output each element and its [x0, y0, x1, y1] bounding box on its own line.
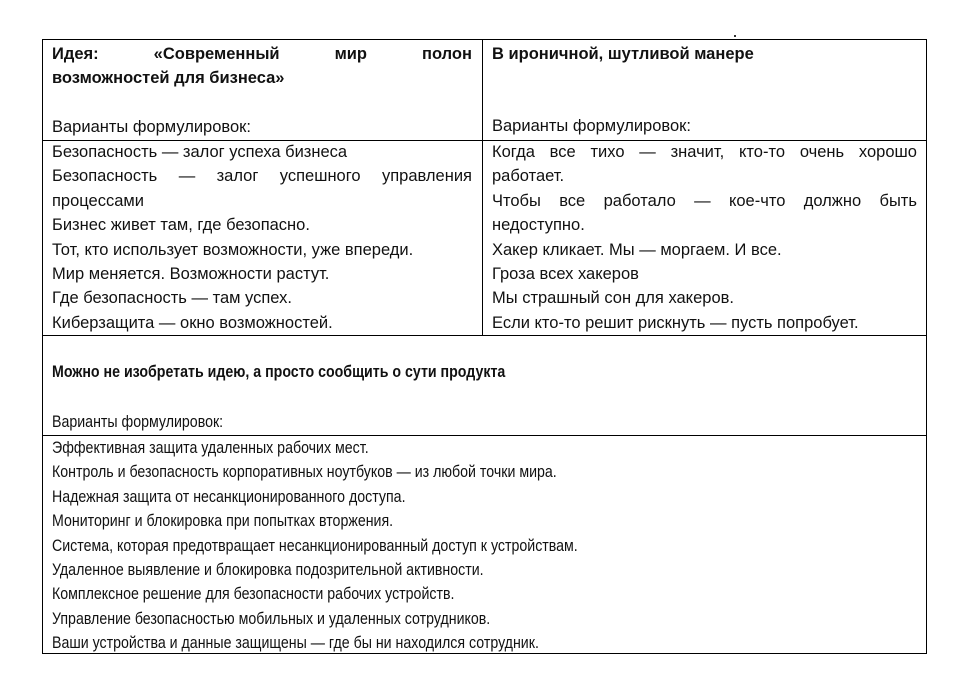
list-item: Где безопасность — там успех. [52, 289, 292, 308]
word: успешного [279, 167, 361, 186]
word: Безопасность [52, 167, 158, 186]
list-item: процессами [52, 191, 144, 210]
word: — [178, 167, 196, 186]
list-item: Ваши устройства и данные защищены — где бы ни находился сотрудник. [52, 634, 539, 653]
title-word: «Современный [153, 45, 280, 63]
word: кое-что [728, 191, 786, 210]
product-items-cell [52, 436, 912, 656]
right-header-title: В ироничной, шутливой манере [492, 45, 754, 63]
word: кто-то [739, 143, 786, 161]
list-item [52, 164, 472, 188]
list-item: Безопасность — залог успеха бизнеса [52, 143, 348, 161]
variants-label: Варианты формулировок: [492, 117, 691, 136]
word: залог [216, 167, 259, 186]
word: работало [603, 191, 676, 210]
list-item: работает. [492, 167, 565, 186]
list-item: Киберзащита — окно возможностей. [52, 313, 333, 332]
list-item: недоступно. [492, 216, 585, 235]
list-item: Мы страшный сон для хакеров. [492, 289, 734, 308]
word: тихо [590, 143, 625, 161]
word: — [694, 191, 711, 210]
word: значит, [670, 143, 725, 161]
list-item: Мониторинг и блокировка при попытках вторжения. [52, 512, 394, 531]
list-item: Надежная защита от несанкционированного доступа. [52, 487, 406, 506]
list-item [492, 140, 917, 164]
title-word: мир [334, 45, 368, 63]
list-item: Хакер кликает. Мы — моргаем. И все. [492, 240, 782, 259]
left-header-title-line1 [52, 42, 472, 66]
variants-label: Варианты формулировок: [52, 413, 224, 432]
column-divider [482, 40, 483, 335]
product-header-cell [52, 360, 912, 435]
stray-dot [734, 35, 736, 37]
right-header-cell [492, 42, 917, 139]
list-item: Гроза всех хакеров [492, 265, 639, 284]
left-header-cell [52, 42, 472, 139]
list-item: Эффективная защита удаленных рабочих мест. [52, 439, 369, 457]
left-header-title-line2: возможностей для бизнеса» [52, 69, 285, 88]
word: — [639, 143, 656, 161]
list-item: Если кто-то решит рискнуть — пусть попробует. [492, 313, 859, 332]
word: все [549, 143, 576, 161]
word: управления [382, 167, 472, 186]
word: очень [799, 143, 845, 161]
list-item: Тот, кто использует возможности, уже впереди. [52, 240, 414, 259]
word: быть [879, 191, 917, 210]
list-item: Система, которая предотвращает несанкционированный доступ к устройствам. [52, 536, 578, 555]
left-items-cell [52, 140, 472, 335]
word: Чтобы [492, 191, 541, 210]
list-item [492, 189, 917, 213]
word: должно [803, 191, 862, 210]
title-word: Идея: [52, 45, 99, 63]
word: Когда [492, 143, 535, 161]
product-header-title: Можно не изобретать идею, а просто сообщить о сути продукта [52, 363, 506, 381]
list-item: Мир меняется. Возможности растут. [52, 265, 330, 284]
list-item: Комплексное решение для безопасности рабочих устройств. [52, 585, 455, 604]
list-item: Бизнес живет там, где безопасно. [52, 216, 310, 235]
ideas-table [42, 39, 927, 654]
list-item: Управление безопасностью мобильных и удаленных сотрудников. [52, 609, 491, 628]
list-item: Удаленное выявление и блокировка подозрительной активности. [52, 561, 484, 580]
title-word: полон [422, 45, 472, 63]
word: хорошо [858, 143, 917, 161]
variants-label: Варианты формулировок: [52, 117, 251, 136]
right-items-cell [492, 140, 917, 335]
list-item: Контроль и безопасность корпоративных ноутбуков — из любой точки мира. [52, 463, 557, 482]
word: все [559, 191, 586, 210]
